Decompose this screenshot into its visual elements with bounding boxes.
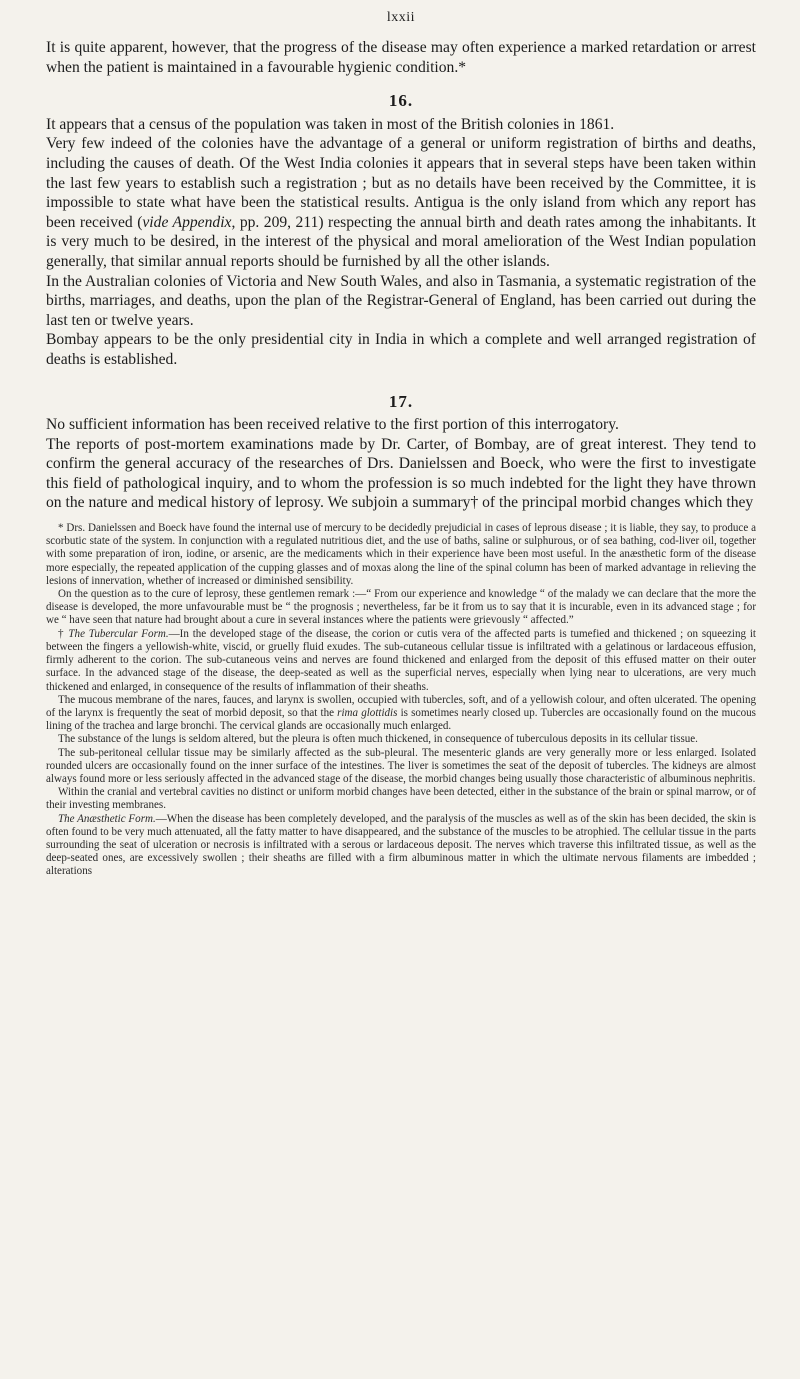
- section-17-heading: 17.: [388, 391, 414, 411]
- section-16-paragraph-2: [46, 134, 756, 271]
- section-16-p2-before: Very few indeed of the colonies have the advantage of a general or uniform registration of births and deaths, including the causes of death. Of the West India colonies it appears that in several steps have been taken within the last few years to establish such a registration ; but as no details have been received by the Committee, it is impossible to state what have been the statistical results. Antigua is the only island from which any report has been received (: [46, 135, 756, 231]
- section-16-p2-italic: vide Appendix: [142, 213, 232, 231]
- footnote-lungs: The substance of the lungs is seldom altered, but the pleura is often much thickened, in consequence of tuberculous deposits in its cellular tissue.: [58, 733, 698, 746]
- tubercular-form-heading: The Tubercular Form.: [68, 627, 169, 640]
- mucous-italic: rima glottidis: [337, 706, 398, 719]
- page-number: lxxii: [386, 10, 416, 25]
- section-16-heading: 16.: [388, 91, 414, 111]
- footnote-peritoneal: The sub-peritoneal cellular tissue may be similarly affected as the sub-pleural. The mesenteric glands are very generally more or less enlarged. Isolated rounded ulcers are occasionally found on the inner surface of the intestines. The liver is sometimes the seat of the deposit of tubercles. The kidneys are almost always found more or less seriously affected in the advanced stage of the disease, the morbid changes being usually those characteristic of albuminous nephritis.: [46, 746, 756, 785]
- footnote-anaesthetic: [46, 813, 756, 879]
- footnotes: [46, 522, 756, 878]
- section-16-paragraph-3: In the Australian colonies of Victoria and New South Wales, and also in Tasmania, a systematic registration of the births, marriages, and deaths, upon the plan of the Registrar-General of England, has been carried out during the last ten or twelve years.: [46, 272, 756, 329]
- footnote-star-continued: On the question as to the cure of leprosy, these gentlemen remark :—“ From our experience and knowledge “ of the malady we can declare that the more the disease is developed, the more unfavourable must be “ the prognosis ; nevertheless, far be it from us to say that it is incurable, even in its advanced stage ; for we “ have seen that nature had brought about a cure in several instances where the patients were grievously “ affected.”: [46, 588, 756, 627]
- footnote-dagger: [46, 628, 756, 694]
- footnote-mucous: [46, 694, 756, 734]
- main-text: [46, 38, 756, 513]
- section-16-paragraph-4: Bombay appears to be the only presidential city in India in which a complete and well arranged registration of deaths is established.: [46, 331, 756, 368]
- section-16-p2-after: , pp. 209, 211) respecting the annual birth and death rates among the inhabitants. It is very much to be desired, in the interest of the physical and moral amelioration of the West Indian population generally, that similar annual reports should be furnished by all the other islands.: [46, 213, 756, 270]
- intro-paragraph: It is quite apparent, however, that the progress of the disease may often experience a marked retardation or arrest when the patient is maintained in a favourable hygienic condition.*: [46, 39, 756, 76]
- anaesthetic-text: —When the disease has been completely developed, and the paralysis of the muscles as well as of the skin has been decided, the skin is often found to be very much attenuated, all the fatty matter to have disappeared, and the substance of the muscles to be atrophied. The cellular tissue in the parts surrounding the seat of ulceration or necrosis is infiltrated with a serous or lardaceous deposit. The nerves which traverse this infiltrated tissue, as well as the deep-seated ones, are excessively swollen ; their sheaths are filled with a firm albuminous matter in which the ultimate nervous filaments are imbedded ; alterations: [46, 812, 756, 878]
- footnote-cranial: Within the cranial and vertebral cavities no distinct or uniform morbid changes have been detected, either in the substance of the brain or spinal marrow, or of their investing membranes.: [46, 786, 756, 812]
- section-17-paragraph-2: The reports of post-mortem examinations made by Dr. Carter, of Bombay, are of great interest. They tend to confirm the general accuracy of the researches of Drs. Danielssen and Boeck, who were the first to investigate this field of pathological inquiry, and to whom the profession is so much indebted for the light they have thrown on the nature and medical history of leprosy. We subjoin a summary† of the principal morbid changes which they: [46, 435, 756, 512]
- footnote-star: * Drs. Danielssen and Boeck have found the internal use of mercury to be decidedly prejudicial in cases of leprous disease ; it is liable, they say, to produce a scorbutic state of the system. In conjunction with a regulated nutritious diet, and the use of baths, saline or sulphurous, or of sea bathing, cod-liver oil, together with some preparation of iron, iodine, or arsenic, are the medicaments which in their experience have been most useful. In the anæsthetic form of the disease more especially, the repeated application of the cupping glasses and of moxas along the line of the spinal column has been of marked advantage in relieving the lesions of innervation, whether of increased or diminished sensibility.: [46, 522, 756, 587]
- anaesthetic-form-heading: The Anæsthetic Form.: [58, 812, 156, 825]
- mucous-after: is sometimes nearly closed up. Tubercles are occasionally found on the mucous lining of the trachea and large bronchi. The cervical glands are occasionally much enlarged.: [46, 706, 756, 733]
- mucous-before: The mucous membrane of the nares, fauces, and larynx is swollen, occupied with tubercles, soft, and of a yellowish colour, and often ulcerated. The opening of the larynx is frequently the seat of morbid deposit, so that the: [46, 693, 756, 719]
- section-16-paragraph-1: It appears that a census of the population was taken in most of the British colonies in 1861.: [46, 115, 615, 133]
- dagger-text: —In the developed stage of the disease, the corion or cutis vera of the affected parts is tumefied and thickened ; on squeezing it between the fingers a yellowish-white, viscid, or gruelly fluid exudes. The sub-cutaneous cellular tissue is infiltrated with a gelatinous or lardaceous effusion, firmly adherent to the corion. The sub-cutaneous veins and nerves are found thickened and enlarged from the deposit of this effused matter on their outer surface. In the advanced stage of the disease, the deep-seated as well as the superficial nerves, especially when lying near to ulcerations, are very much thickened and enlarged, in consequence of the results of inflammation of their sheaths.: [46, 627, 756, 693]
- section-17-paragraph-1: No sufficient information has been received relative to the first portion of this interrogatory.: [46, 416, 619, 434]
- dagger-mark: †: [58, 627, 69, 640]
